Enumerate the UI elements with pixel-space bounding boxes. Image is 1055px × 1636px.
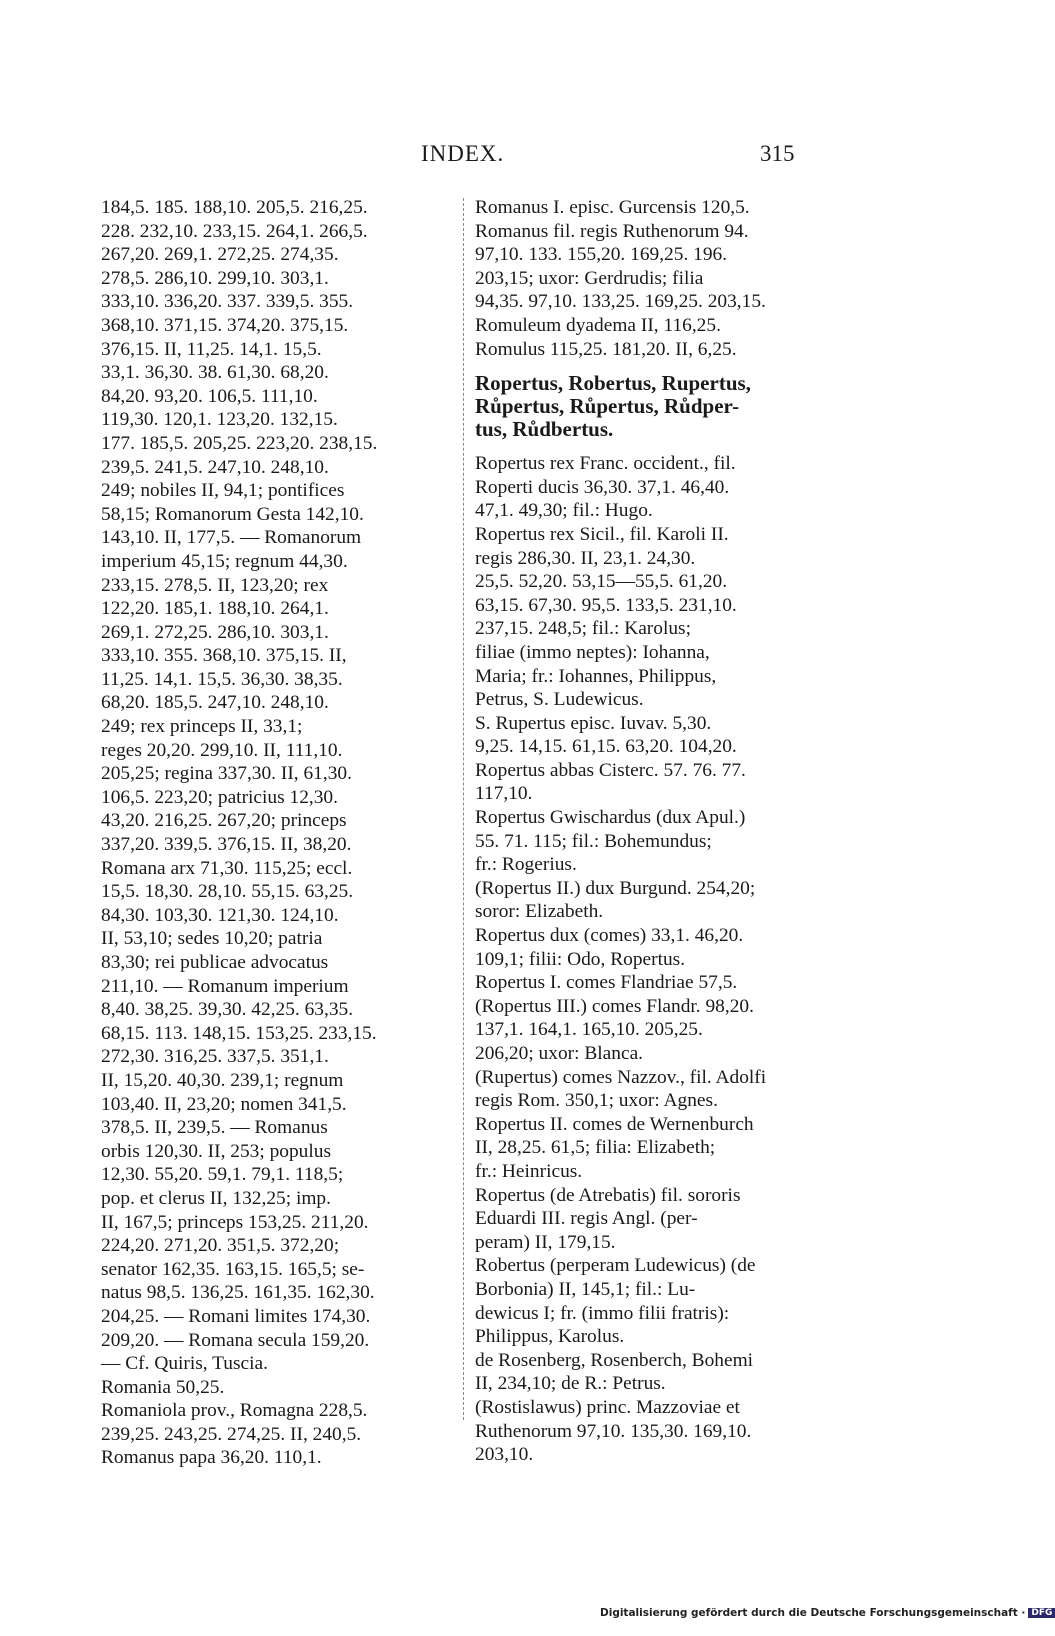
spacer — [475, 441, 817, 452]
index-line: 368,10. 371,15. 374,20. 375,15. — [101, 314, 349, 336]
footer-text: Digitalisierung gefördert durch die Deutsche Forschungsgemeinschaft · — [600, 1607, 1026, 1619]
index-line: 278,5. 286,10. 299,10. 303,1. — [101, 267, 329, 289]
index-line: (Ropertus III.) comes Flandr. 98,20. — [475, 995, 754, 1017]
index-line: Romulus 115,25. 181,20. II, 6,25. — [475, 338, 737, 360]
index-line: natus 98,5. 136,25. 161,35. 162,30. — [101, 1282, 375, 1304]
index-line: 249; nobiles II, 94,1; pontifices — [101, 480, 345, 502]
index-line: 12,30. 55,20. 59,1. 79,1. 118,5; — [101, 1164, 344, 1186]
index-line: de Rosenberg, Rosenberch, Bohemi — [475, 1349, 754, 1371]
index-line: 205,25; regina 337,30. II, 61,30. — [101, 763, 352, 785]
index-line: Romanus fil. regis Ruthenorum 94. — [475, 220, 749, 242]
index-line: 206,20; uxor: Blanca. — [475, 1043, 644, 1064]
index-line: 269,1. 272,25. 286,10. 303,1. — [101, 621, 329, 643]
index-line: 119,30. 120,1. 123,20. 132,15. — [101, 409, 338, 431]
index-line: 203,10. — [475, 1444, 534, 1466]
running-title: INDEX. — [421, 141, 505, 166]
right-column — [475, 196, 817, 1467]
index-line: 228. 232,10. 233,15. 264,1. 266,5. — [101, 220, 368, 242]
index-line: Roperti ducis 36,30. 37,1. 46,40. — [475, 476, 730, 498]
index-line: Romuleum dyadema II, 116,25. — [475, 314, 721, 336]
index-line: 233,15. 278,5. II, 123,20; rex — [101, 574, 329, 596]
index-line: S. Rupertus episc. Iuvav. 5,30. — [475, 712, 712, 734]
column-divider — [463, 198, 464, 1420]
index-line: 11,25. 14,1. 15,5. 36,30. 38,35. — [101, 668, 343, 690]
index-line: 47,1. 49,30; fil.: Hugo. — [475, 500, 653, 522]
index-line: 249; rex princeps II, 33,1; — [101, 716, 303, 738]
index-line: 63,15. 67,30. 95,5. 133,5. 231,10. — [475, 594, 737, 616]
index-line: Philippus, Karolus. — [475, 1326, 625, 1348]
index-line: 203,15; uxor: Gerdrudis; filia — [475, 267, 704, 289]
index-line: 83,30; rei publicae advocatus — [101, 952, 329, 973]
index-line: 337,20. 339,5. 376,15. II, 38,20. — [101, 834, 352, 856]
index-line: regis 286,30. II, 23,1. 24,30. — [475, 547, 696, 569]
index-line: Ropertus II. comes de Wernenburch — [475, 1113, 754, 1135]
index-line: 68,20. 185,5. 247,10. 248,10. — [101, 692, 329, 714]
right-column-entries-top — [475, 196, 817, 361]
index-line: reges 20,20. 299,10. II, 111,10. — [101, 739, 343, 761]
index-line: 97,10. 133. 155,20. 169,25. 196. — [475, 244, 728, 266]
footer-credit — [600, 1607, 1053, 1625]
index-line: 376,15. II, 11,25. 14,1. 15,5. — [101, 338, 322, 360]
page-number: 315 — [760, 141, 795, 166]
index-line: 109,1; filii: Odo, Ropertus. — [475, 948, 686, 970]
index-line: 239,25. 243,25. 274,25. II, 240,5. — [101, 1423, 362, 1445]
index-line: Ropertus dux (comes) 33,1. 46,20. — [475, 925, 744, 947]
index-line: Romana arx 71,30. 115,25; eccl. — [101, 857, 353, 879]
index-line: Ropertus (de Atrebatis) fil. sororis — [475, 1184, 741, 1206]
index-line: Ruthenorum 97,10. 135,30. 169,10. — [475, 1420, 752, 1442]
index-line: imperium 45,15; regnum 44,30. — [101, 550, 348, 572]
index-line: Petrus, S. Ludewicus. — [475, 689, 644, 711]
index-line: Maria; fr.: Iohannes, Philippus, — [475, 665, 717, 687]
section-heading — [475, 372, 817, 441]
index-line: 143,10. II, 177,5. — Romanorum — [101, 527, 362, 549]
index-line: Romaniola prov., Romagna 228,5. — [101, 1400, 368, 1422]
index-line: 333,10. 355. 368,10. 375,15. II, — [101, 645, 347, 667]
index-line: 378,5. II, 239,5. — Romanus — [101, 1117, 328, 1139]
index-line: 106,5. 223,20; patricius 12,30. — [101, 786, 338, 808]
index-line: pop. et clerus II, 132,25; imp. — [101, 1187, 331, 1209]
index-line: (Ropertus II.) dux Burgund. 254,20; — [475, 877, 756, 899]
index-line: 43,20. 216,25. 267,20; princeps — [101, 810, 347, 832]
heading-line: Ropertus, Robertus, Rupertus, — [475, 371, 751, 396]
right-column-entries-bottom — [475, 452, 817, 1467]
index-line: Romanus I. episc. Gurcensis 120,5. — [475, 197, 750, 218]
index-line: 33,1. 36,30. 38. 61,30. 68,20. — [101, 362, 329, 384]
index-line: Romanus papa 36,20. 110,1. — [101, 1447, 322, 1469]
index-line: 177. 185,5. 205,25. 223,20. 238,15. — [101, 432, 378, 454]
index-line: 204,25. — Romani limites 174,30. — [101, 1305, 371, 1327]
index-line: 84,30. 103,30. 121,30. 124,10. — [101, 904, 339, 926]
index-line: Ropertus rex Franc. occident., fil. — [475, 453, 736, 475]
index-line: Borbonia) II, 145,1; fil.: Lu- — [475, 1278, 696, 1300]
index-line: dewicus I; fr. (immo filii fratris): — [475, 1302, 730, 1324]
index-line: 103,40. II, 23,20; nomen 341,5. — [101, 1093, 347, 1115]
index-line: II, 53,10; sedes 10,20; patria — [101, 928, 323, 950]
index-line: II, 28,25. 61,5; filia: Elizabeth; — [475, 1137, 716, 1159]
index-line: 137,1. 164,1. 165,10. 205,25. — [475, 1019, 703, 1041]
heading-line: tus, Růdbertus. — [475, 417, 614, 442]
page-header — [0, 141, 1000, 181]
index-line: 184,5. 185. 188,10. 205,5. 216,25. — [101, 197, 368, 218]
heading-line: Růpertus, Růpertus, Růdper- — [475, 394, 740, 419]
index-line: 122,20. 185,1. 188,10. 264,1. — [101, 598, 329, 620]
index-line: 58,15; Romanorum Gesta 142,10. — [101, 503, 364, 525]
index-line: Ropertus abbas Cisterc. 57. 76. 77. — [475, 759, 746, 781]
index-line: 211,10. — Romanum imperium — [101, 975, 349, 997]
index-line: soror: Elizabeth. — [475, 901, 604, 923]
index-line: senator 162,35. 163,15. 165,5; se- — [101, 1258, 365, 1280]
index-line: II, 234,10; de R.: Petrus. — [475, 1373, 666, 1395]
index-line: 9,25. 14,15. 61,15. 63,20. 104,20. — [475, 736, 737, 758]
index-line: 267,20. 269,1. 272,25. 274,35. — [101, 244, 339, 266]
index-line: 272,30. 316,25. 337,5. 351,1. — [101, 1046, 329, 1068]
index-line: filiae (immo neptes): Iohanna, — [475, 641, 710, 663]
index-line: Ropertus I. comes Flandriae 57,5. — [475, 972, 738, 994]
index-line: regis Rom. 350,1; uxor: Agnes. — [475, 1090, 718, 1112]
index-line: Ropertus Gwischardus (dux Apul.) — [475, 807, 746, 829]
index-line: 55. 71. 115; fil.: Bohemundus; — [475, 830, 712, 852]
index-line: 68,15. 113. 148,15. 153,25. 233,15. — [101, 1022, 377, 1044]
index-line: 333,10. 336,20. 337. 339,5. 355. — [101, 291, 354, 313]
index-line: Robertus (perperam Ludewicus) (de — [475, 1255, 756, 1277]
index-line: (Rupertus) comes Nazzov., fil. Adolfi — [475, 1066, 767, 1088]
index-line: peram) II, 179,15. — [475, 1231, 616, 1253]
index-line: fr.: Heinricus. — [475, 1160, 583, 1182]
index-line: (Rostislawus) princ. Mazzoviae et — [475, 1396, 740, 1418]
index-line: orbis 120,30. II, 253; populus — [101, 1140, 331, 1162]
index-line: 25,5. 52,20. 53,15—55,5. 61,20. — [475, 571, 728, 593]
index-line: 117,10. — [475, 783, 533, 805]
index-line: 209,20. — Romana secula 159,20. — [101, 1329, 370, 1351]
index-line: II, 15,20. 40,30. 239,1; regnum — [101, 1069, 344, 1091]
index-line: Romania 50,25. — [101, 1376, 225, 1398]
index-line: 8,40. 38,25. 39,30. 42,25. 63,35. — [101, 999, 354, 1021]
index-line: 239,5. 241,5. 247,10. 248,10. — [101, 456, 329, 478]
index-line: Ropertus rex Sicil., fil. Karoli II. — [475, 523, 729, 545]
left-column — [101, 196, 449, 1470]
index-line: 15,5. 18,30. 28,10. 55,15. 63,25. — [101, 881, 354, 903]
index-line: 84,20. 93,20. 106,5. 111,10. — [101, 385, 318, 407]
index-line: 224,20. 271,20. 351,5. 372,20; — [101, 1235, 340, 1257]
index-line: fr.: Rogerius. — [475, 854, 577, 876]
dfg-logo: DFG — [1028, 1608, 1055, 1618]
index-line: II, 167,5; princeps 153,25. 211,20. — [101, 1211, 369, 1233]
index-line: 237,15. 248,5; fil.: Karolus; — [475, 618, 691, 640]
index-line: — Cf. Quiris, Tuscia. — [101, 1353, 268, 1375]
index-line: Eduardi III. regis Angl. (per- — [475, 1208, 698, 1230]
index-line: 94,35. 97,10. 133,25. 169,25. 203,15. — [475, 291, 766, 313]
